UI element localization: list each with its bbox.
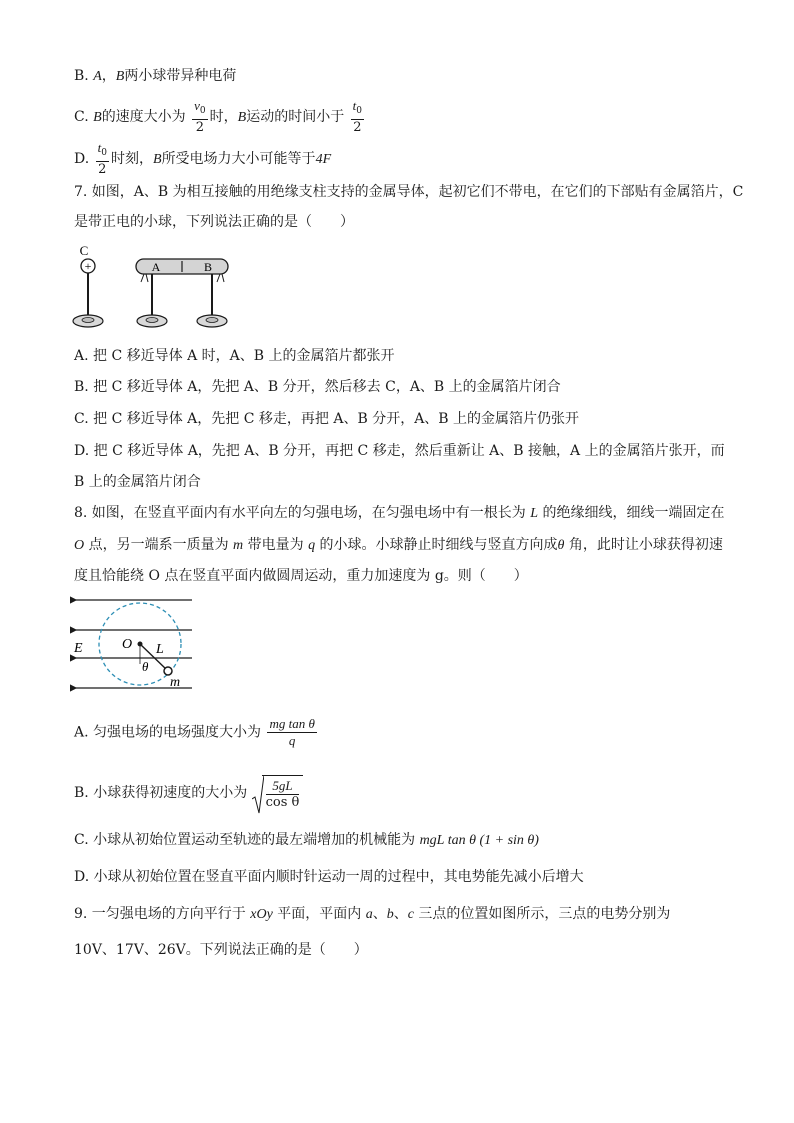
q8-stem-line1: 8. 如图，在竖直平面内有水平向左的匀强电场，在匀强电场中有一根长为 L 的绝缘细线，细线一端固定在 [74,505,725,521]
label-l: L [156,642,164,657]
label-m: m [170,675,181,690]
label-b: B [203,260,213,274]
q7-option-c: C. 把 C 移近导体 A，先把 C 移走，再把 A、B 分开，A、B 上的金属箔片仍张开 [74,411,580,427]
q8-option-a: A. 匀强电场的电场强度大小为 $\frac{\text{mg tan θ}}{q}$ [74,716,315,748]
q8-stem-line3: 度且恰能绕 O 点在竖直平面内做圆周运动，重力加速度为 g。则（ ） [74,568,528,584]
label-a: A [151,260,161,274]
q6-option-b: B. A，B两小球带异种电荷 [74,68,237,84]
fraction-t0-over-2: $\frac{t_0}{2}$ [352,98,363,135]
q8-option-b: B. 小球获得初速度的大小为 $\frac{5gL}{\text{cos θ}}$ [74,775,303,811]
fraction-mg-tan-theta-over-q: $\frac{\text{mg tan θ}}{q}$ [269,716,315,748]
q7-option-d: D. 把 C 移近导体 A，先把 A、B 分开，再把 C 移走，然后重新让 A、B 接触，A 上的金属箔片张开，而 [74,443,725,459]
q7-stem-line2: 是带正电的小球，下列说法正确的是（ ） [74,214,354,230]
q8-option-c: C. 小球从初始位置运动至轨迹的最左端增加的机械能为 mgL tan θ (1 + sin θ) [74,832,539,848]
q7-option-b: B. 把 C 移近导体 A，先把 A、B 分开，然后移去 C，A、B 上的金属箔片闭合 [74,379,561,395]
fraction-t0-over-2: $\frac{t_0}{2}$ [97,140,107,177]
fraction-v0-over-2: $\frac{v_0}{2}$ [194,98,206,135]
q8-stem-line2: O 点，另一端系一质量为 m 带电量为 q 的小球。小球静止时细线与竖直方向成θ 角，此时让小球获得初速 [74,537,723,553]
q9-stem-line2: 10V、17V、26V。下列说法正确的是（ ） [74,942,368,958]
label-o: O [122,637,133,652]
label-e: E [74,641,83,656]
q8-option-d: D. 小球从初始位置在竖直平面内顺时针运动一周的过程中，其电势能先减小后增大 [74,869,584,885]
q7-stem-line1: 7. 如图，A、B 为相互接触的用绝缘支柱支持的金属导体，起初它们不带电，在它们的下部贴有金属箔片，C [74,184,744,200]
label-theta: θ [142,659,149,674]
q7-option-a: A. 把 C 移近导体 A 时，A、B 上的金属箔片都张开 [74,348,395,364]
q7-figure-conductors [70,240,240,335]
q6-option-d: D. $\frac{t_0}{2}$ 时刻，B所受电场力大小可能等于4F [74,140,332,177]
plus-sign: + [84,259,92,273]
q8-figure-field-circle [70,592,200,696]
q6-option-c: C. B的速度大小为 $\frac{v_0}{2}$ 时，B运动的时间小于 $\frac{t_0}{2}$ [74,98,363,135]
q7-option-d-continued: B 上的金属箔片闭合 [74,474,201,490]
label-c: C [79,243,89,258]
q9-stem-line1: 9. 一匀强电场的方向平行于 xOy 平面，平面内 a、b、c 三点的位置如图所示，三点的电势分别为 [74,906,671,922]
sqrt-expression: $\frac{5gL}{\text{cos θ}}$ [252,775,304,811]
